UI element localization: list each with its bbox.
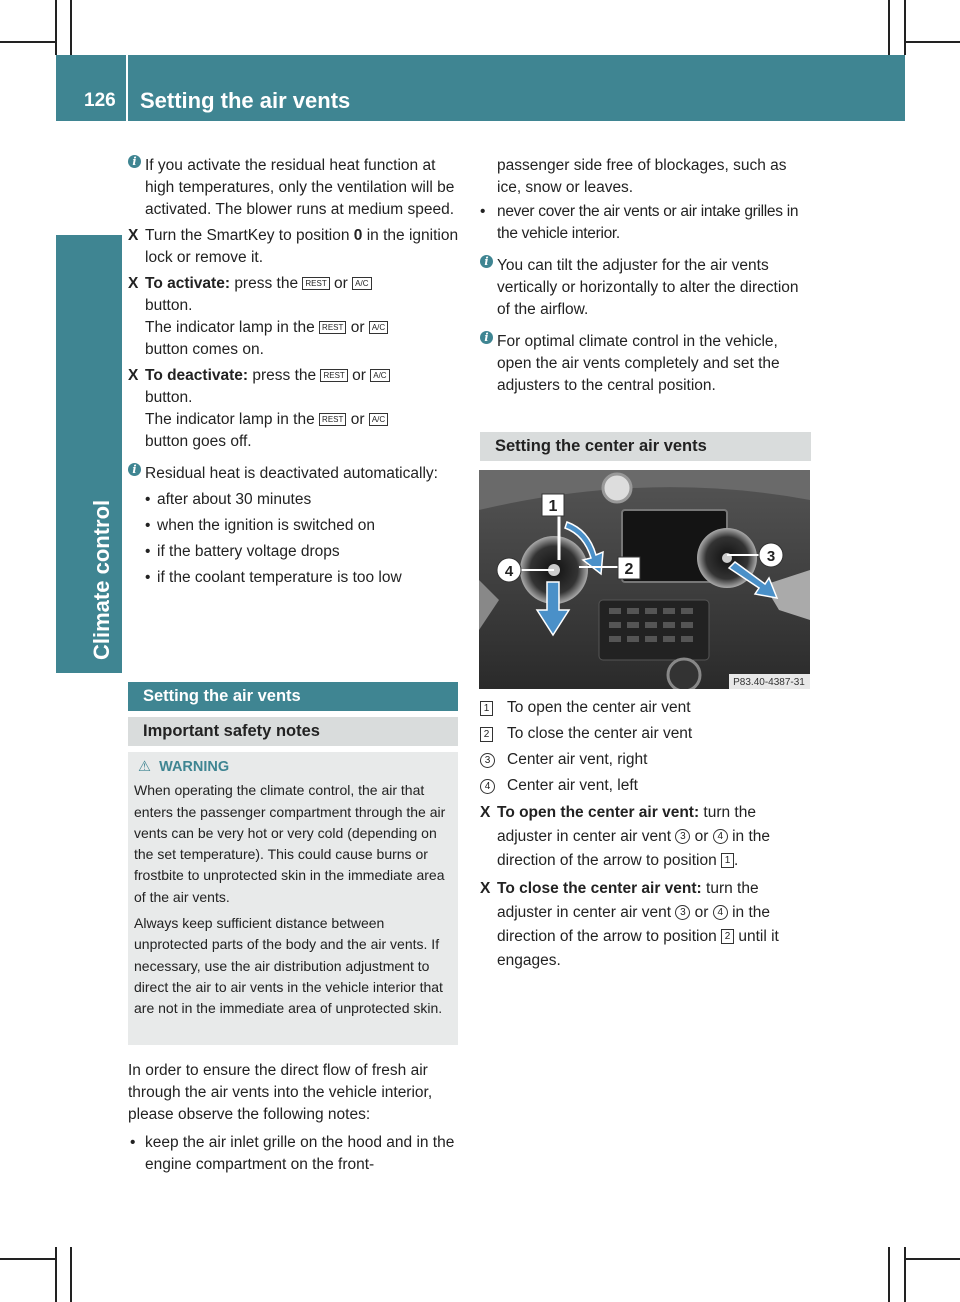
step-arrow-icon: X bbox=[128, 227, 139, 244]
info-icon: i bbox=[480, 255, 493, 268]
ac-button-icon: A/C bbox=[370, 369, 389, 382]
crop-mark bbox=[0, 1258, 55, 1260]
step-arrow-icon: X bbox=[128, 367, 139, 384]
step-arrow-icon: X bbox=[128, 275, 139, 292]
info-note: i Residual heat is deactivated automatically: bbox=[128, 463, 460, 485]
ac-button-icon: A/C bbox=[369, 413, 388, 426]
list-item: • when the ignition is switched on bbox=[145, 517, 375, 534]
section-heading: Setting the air vents bbox=[128, 682, 458, 711]
right-column-lower bbox=[480, 697, 814, 973]
list-item: • after about 30 minutes bbox=[145, 491, 312, 508]
legend-item: 2 To close the center air vent bbox=[480, 723, 814, 745]
warning-triangle-icon: ⚠ bbox=[138, 759, 151, 775]
legend-item: 1 To open the center air vent bbox=[480, 697, 814, 719]
warning-text bbox=[134, 757, 456, 1020]
right-column bbox=[480, 155, 814, 397]
legend-item: 4 Center air vent, left bbox=[480, 775, 814, 797]
crop-mark bbox=[55, 0, 57, 55]
section-heading: Setting the center air vents bbox=[480, 432, 811, 461]
instruction-step: X To activate: press the REST or A/C button. The indicator lamp in the REST or A/C button comes on. bbox=[128, 273, 460, 361]
instruction-step: X To deactivate: press the REST or A/C button. The indicator lamp in the REST or A/C button goes off. bbox=[128, 365, 460, 453]
warning-paragraph: When operating the climate control, the air that enters the passenger compartment through the air vents can be very hot or very cold (depending on the set temperature). This could cause burns or frostbite to unprotected skin in the immediate area of the air vents. bbox=[134, 782, 446, 905]
info-note: i If you activate the residual heat function at high temperatures, only the ventilation will be activated. The blower runs at medium speed. bbox=[128, 155, 460, 221]
legend-item: 3 Center air vent, right bbox=[480, 749, 814, 771]
step-arrow-icon: X bbox=[480, 880, 491, 897]
rest-button-icon: REST bbox=[319, 413, 346, 426]
left-column-lower bbox=[128, 1060, 460, 1176]
ac-button-icon: A/C bbox=[352, 277, 371, 290]
list-item: • if the battery voltage drops bbox=[145, 543, 340, 560]
photo-code: P83.40-4387-31 bbox=[733, 677, 805, 688]
crop-mark bbox=[904, 1247, 906, 1302]
crop-mark bbox=[905, 1258, 960, 1260]
info-icon: i bbox=[480, 331, 493, 344]
air-vent-photo bbox=[479, 470, 810, 689]
instruction-step: X To close the center air vent: turn the adjuster in center air vent 3 or 4 in the direction of the arrow to position 2 until it engages. bbox=[480, 877, 814, 973]
crop-mark bbox=[70, 0, 72, 55]
photo-marker: 2 bbox=[624, 561, 634, 578]
list-item: • keep the air inlet grille on the hood and in the engine compartment on the front- bbox=[130, 1134, 455, 1173]
crop-mark bbox=[70, 1247, 72, 1302]
info-note: i You can tilt the adjuster for the air vents vertically or horizontally to alter the direction of the airflow. bbox=[480, 255, 814, 321]
clock-icon bbox=[603, 474, 631, 502]
warning-heading: ⚠ WARNING bbox=[138, 759, 230, 775]
info-icon: i bbox=[128, 155, 141, 168]
info-icon: i bbox=[128, 463, 141, 476]
list-item: • if the coolant temperature is too low bbox=[145, 569, 402, 586]
bullet-list bbox=[128, 489, 460, 589]
list-item: • never cover the air vents or air intake grilles in the vehicle interior. bbox=[480, 203, 799, 242]
ac-button-icon: A/C bbox=[369, 321, 388, 334]
crop-mark bbox=[904, 0, 906, 55]
instruction-step: X To open the center air vent: turn the adjuster in center air vent 3 or 4 in the direction of the arrow to position 1 . bbox=[480, 801, 814, 873]
left-column bbox=[128, 155, 460, 589]
photo-marker: 4 bbox=[504, 563, 514, 580]
photo-marker: 1 bbox=[548, 498, 558, 515]
page-number: 126 bbox=[84, 90, 116, 111]
crop-mark bbox=[905, 41, 960, 43]
rest-button-icon: REST bbox=[302, 277, 329, 290]
subsection-heading: Important safety notes bbox=[128, 717, 458, 746]
list-item-continuation: passenger side free of blockages, such as ice, snow or leaves. bbox=[497, 157, 787, 196]
chapter-tab-label: Climate control bbox=[89, 499, 114, 660]
header-divider bbox=[126, 55, 128, 121]
step-arrow-icon: X bbox=[480, 804, 491, 821]
info-note: i For optimal climate control in the vehicle, open the air vents completely and set the adjusters to the central position. bbox=[480, 331, 814, 397]
crop-mark bbox=[888, 1247, 890, 1302]
instruction-step: X Turn the SmartKey to position 0 in the ignition lock or remove it. bbox=[128, 227, 459, 266]
crop-mark bbox=[0, 41, 55, 43]
page-title: Setting the air vents bbox=[140, 88, 351, 113]
warning-paragraph: Always keep sufficient distance between unprotected parts of the body and the air vents. If necessary, use the air distribution adjustment to direct the air to air vents in the vehicle interior that are not in the immediate area of unprotected skin. bbox=[134, 915, 443, 1017]
crop-mark bbox=[888, 0, 890, 55]
rest-button-icon: REST bbox=[319, 321, 346, 334]
crop-mark bbox=[55, 1247, 57, 1302]
photo-marker: 3 bbox=[766, 548, 776, 565]
rest-button-icon: REST bbox=[320, 369, 347, 382]
body-paragraph: In order to ensure the direct flow of fresh air through the air vents into the vehicle interior, please observe the following notes: bbox=[128, 1062, 433, 1123]
